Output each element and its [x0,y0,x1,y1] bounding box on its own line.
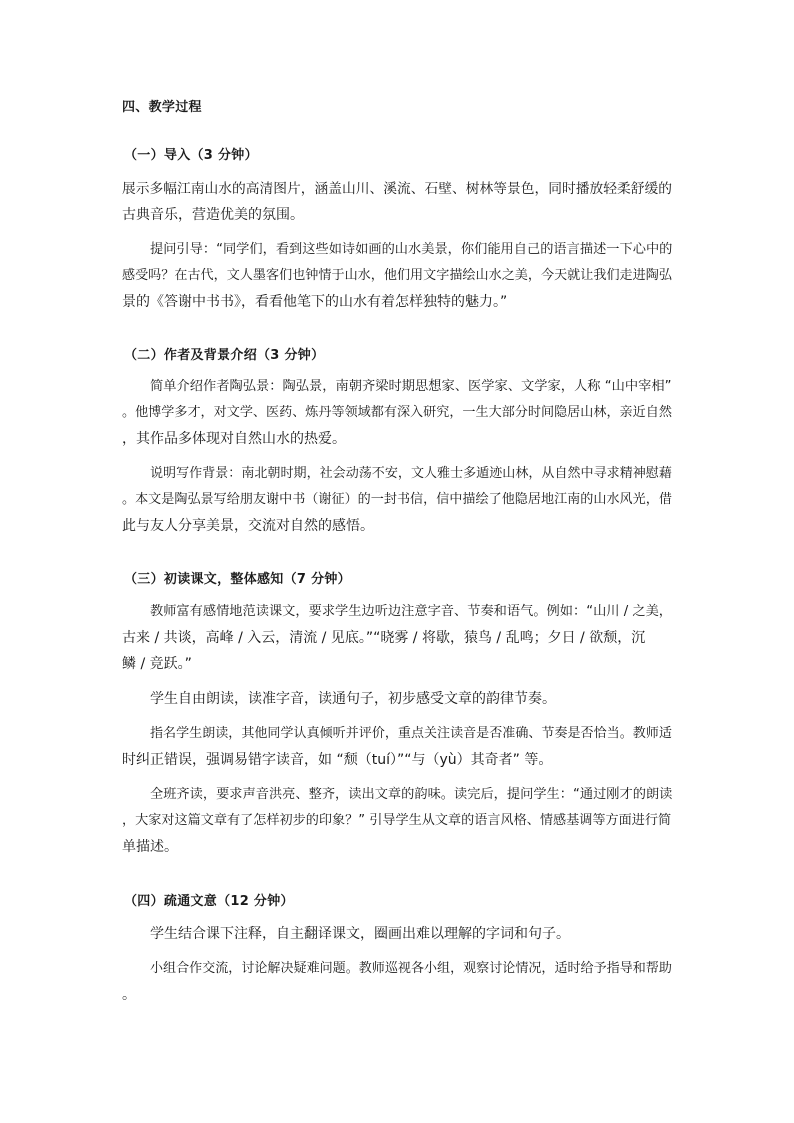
section-heading: （四）疏通文意（12 分钟） [124,894,294,909]
text-line: ，其作品多体现对自然山水的热爱。 [122,431,346,447]
text-line: 教师富有感情地范读课文，要求学生边听边注意字音、节奏和语气。例如：“山川 / 之美， [150,604,673,619]
text-line: 展示多幅江南山水的高清图片，涵盖山川、溪流、石壁、树林等景色，同时播放轻柔舒缓的 [122,181,673,197]
text-line: 景的《答谢中书书》，看看他笔下的山水有着怎样独特的魅力。” [122,294,508,310]
page-title: 四、教学过程 [122,100,202,115]
text-line: 感受吗？在古代，文人墨客们也钟情于山水，他们用文字描绘山水之美，今天就让我们走进陶弘 [122,268,672,283]
text-line: ，大家对这篇文章有了怎样初步的印象？” 引导学生从文章的语言风格、情感基调等方面进行简 [122,813,672,828]
text-line: 小组合作交流，讨论解决疑难问题。教师巡视各小组，观察讨论情况，适时给予指导和帮助 [150,961,672,976]
text-line: 。他博学多才，对文学、医药、炼丹等领域都有深入研究，一生大部分时间隐居山林，亲近自然 [122,405,672,420]
text-line: 单描述。 [122,839,178,855]
text-line: 学生自由朗读，读准字音，读通句子，初步感受文章的韵律节奏。 [150,691,556,707]
section-heading: （一）导入（3 分钟） [124,148,258,163]
text-line: 古典音乐，营造优美的氛围。 [122,207,304,223]
text-line: 指名学生朗读，其他同学认真倾听并评价，重点关注读音是否准确、节奏是否恰当。教师适 [150,726,672,741]
text-line: 时纠正错误，强调易错字读音，如 “颓（tuí）”“与（yù）其奇者” 等。 [122,752,553,768]
text-line: 说明写作背景：南北朝时期，社会动荡不安，文人雅士多遁迹山林，从自然中寻求精神慰藉 [150,466,672,481]
text-line: 简单介绍作者陶弘景：陶弘景，南朝齐梁时期思想家、医学家、文学家，人称 “山中宰相” [150,379,672,394]
text-line: 全班齐读，要求声音洪亮、整齐，读出文章的韵味。读完后，提问学生：“通过刚才的朗读 [150,787,673,802]
text-line: 提问引导：“同学们，看到这些如诗如画的山水美景，你们能用自己的语言描述一下心中的 [150,242,673,257]
text-line: 鳞 / 竞跃。” [122,656,192,672]
text-line: 。 [122,987,136,1003]
text-line: 。本文是陶弘景写给朋友谢中书（谢征）的一封书信，信中描绘了他隐居地江南的山水风光，借 [122,492,672,507]
text-line: 此与友人分享美景，交流对自然的感悟。 [122,518,374,534]
section-heading: （三）初读课文，整体感知（7 分钟） [124,572,351,587]
text-line: 学生结合课下注释，自主翻译课文，圈画出难以理解的字词和句子。 [150,926,570,942]
section-heading: （二）作者及背景介绍（3 分钟） [124,348,325,363]
text-line: 古来 / 共谈，高峰 / 入云，清流 / 见底。”“晓雾 / 将歇，猿鸟 / 乱鸣；夕日 / 欲颓，沉 [122,630,646,646]
